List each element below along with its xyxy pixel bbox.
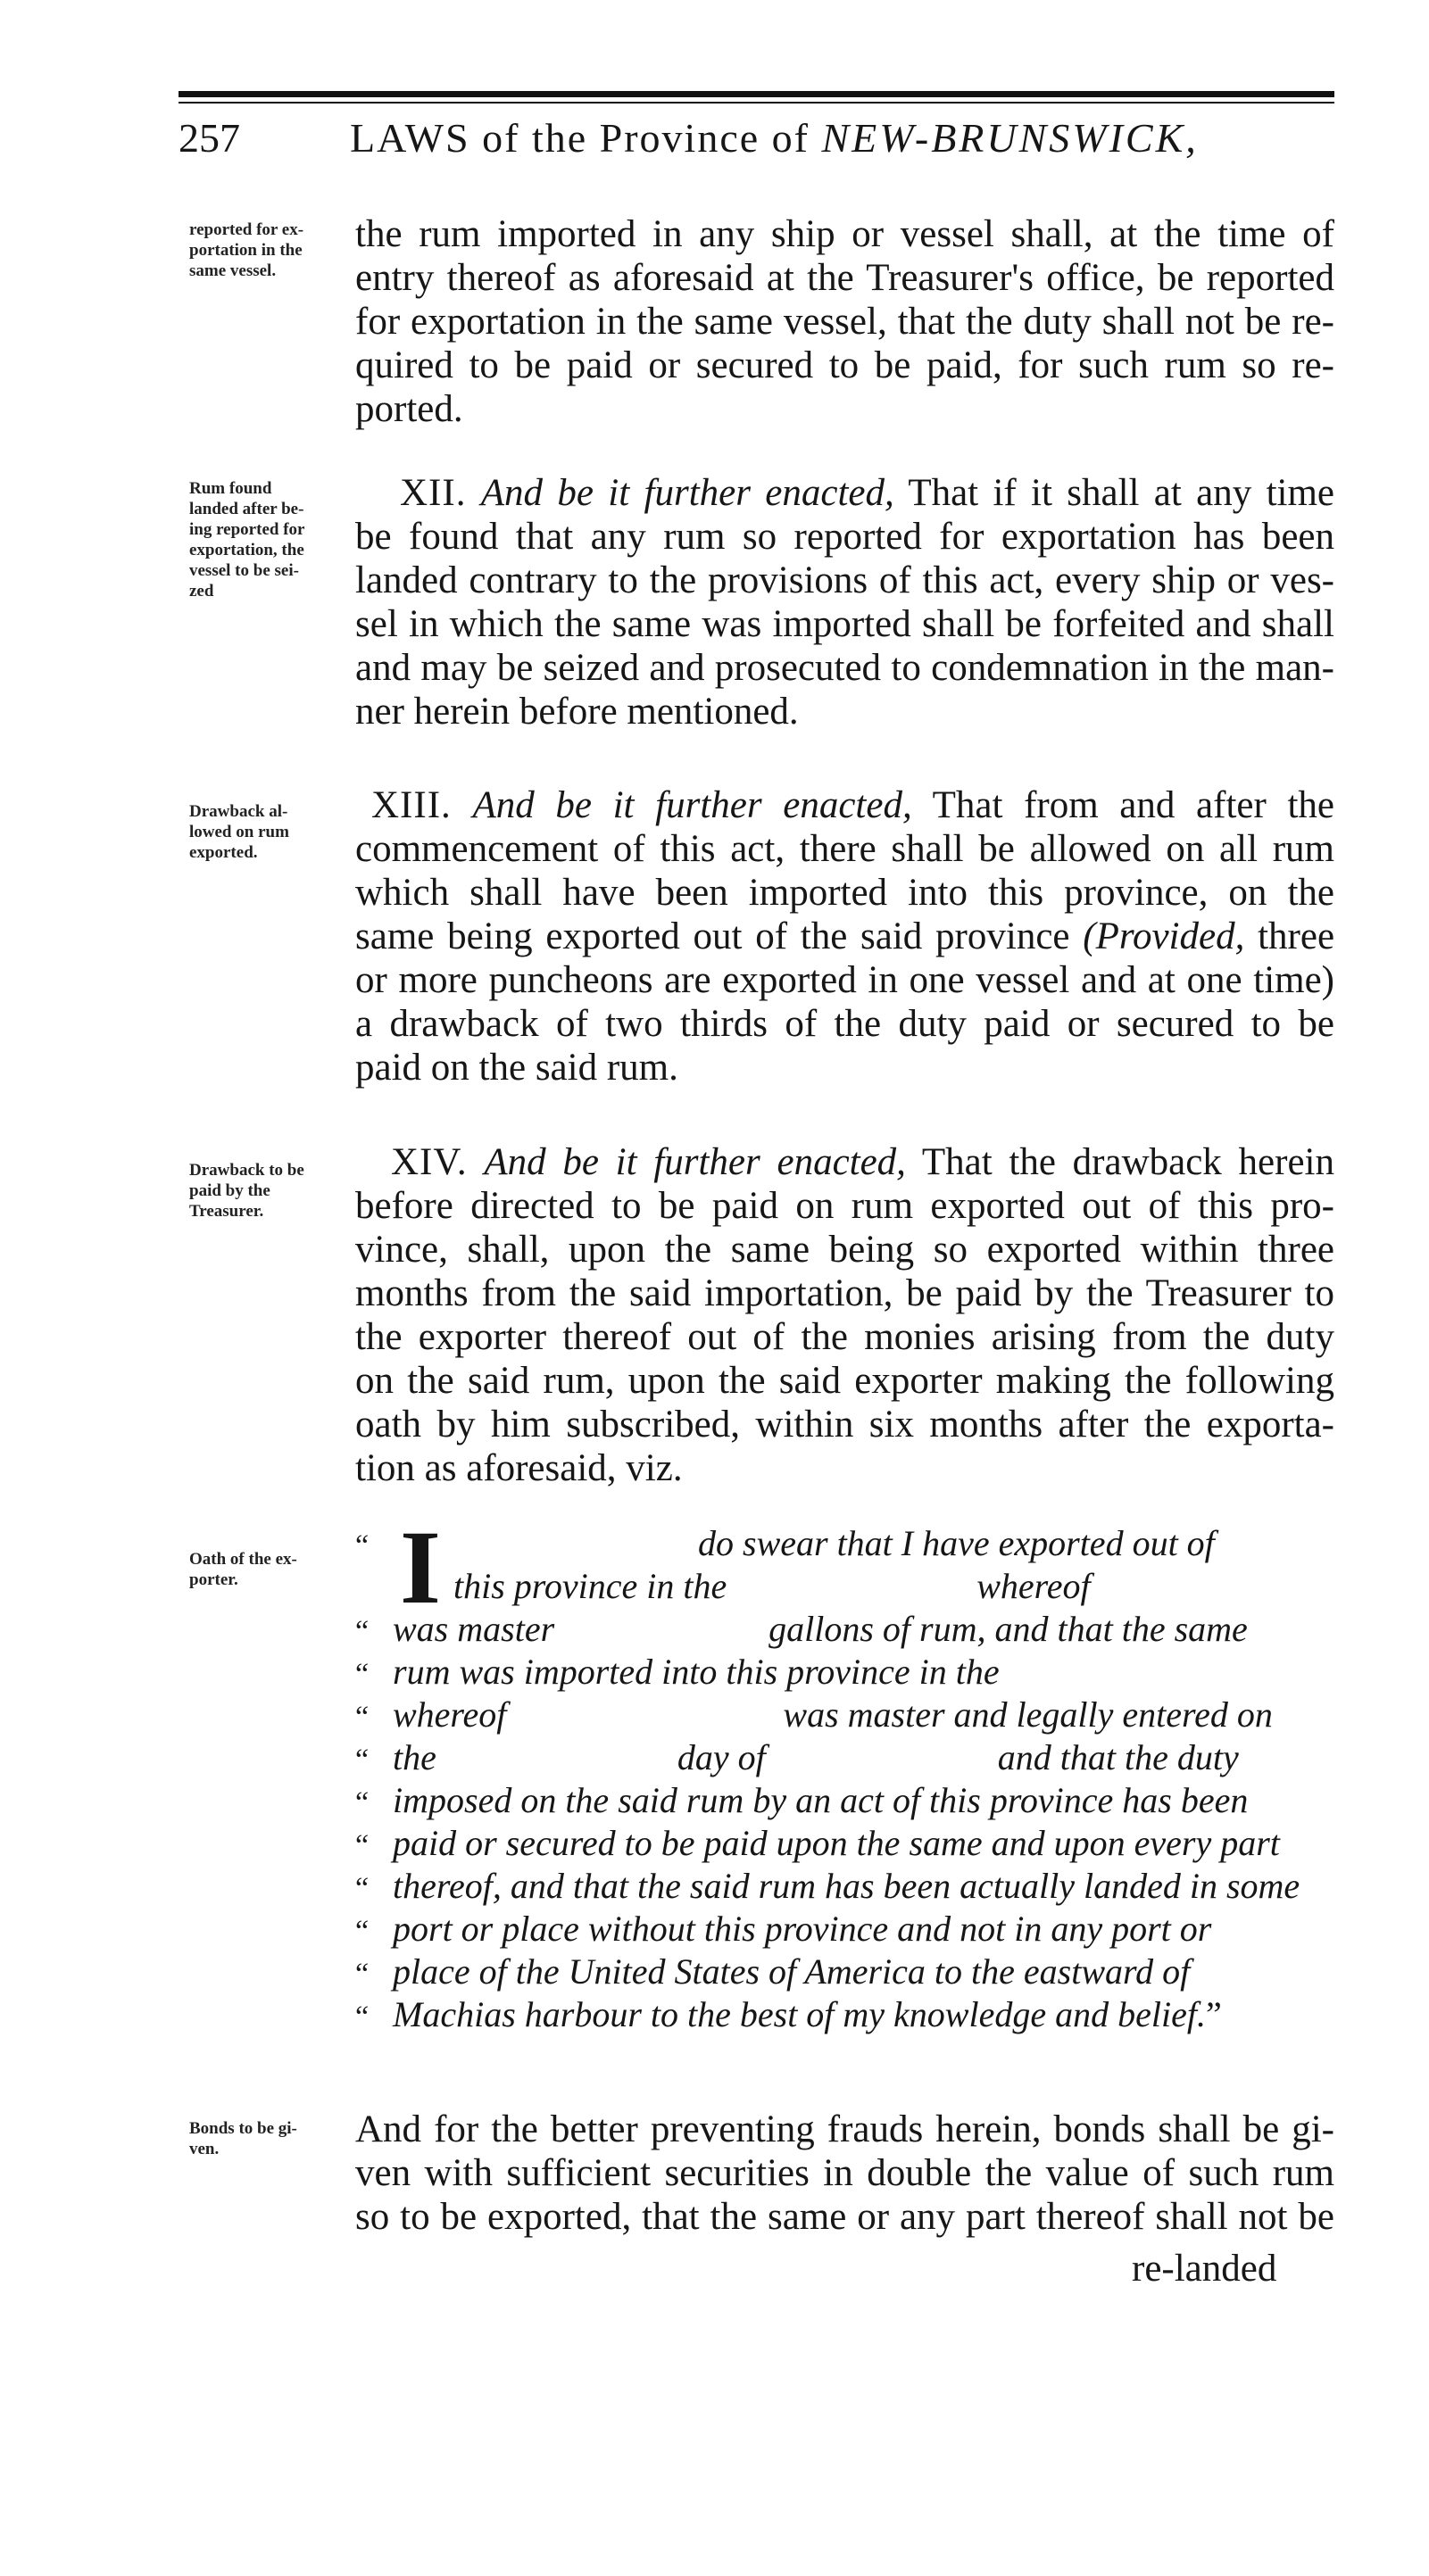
enacting-clause: And be it further enacted, [480, 472, 894, 514]
header-rule-thin [179, 102, 1334, 104]
oath-line-1: “ do swear that I have exported out of [355, 1523, 1215, 1563]
oath-line-11: “ place of the United States of America to the eastward of [355, 1951, 1191, 1992]
section-xii-first-line: XII. And be it further enacted, That if it shall at any time [400, 472, 1334, 514]
oath-line-2: this province in the whereof [453, 1566, 1091, 1606]
paragraph-continuation: the rum imported in any ship or vessel shall, at the time of entry thereof as aforesaid at the Treasurer's office, be reported for exportation in the same vessel, that the duty shall not be re- quired to be paid or secured to be paid, for such rum so re- ported. [355, 213, 1334, 430]
enacting-clause: And be it further enacted, [472, 784, 912, 826]
oath-line-9: “ thereof, and that the said rum has been actually landed in some [355, 1866, 1300, 1906]
margin-note-oath: Oath of the ex- porter. [189, 1550, 297, 1589]
enacting-clause: And be it further enacted, [484, 1141, 906, 1183]
running-title-prefix: LAWS of the Province of [350, 115, 810, 161]
margin-note-rum-found: Rum found landed after be- ing reported for exportation, the vessel to be sei- zed [189, 479, 305, 601]
provided-clause: (Provided, [1083, 915, 1245, 957]
section-xiii-provided-line: same being exported out of the said province (Provided, three [355, 915, 1335, 957]
section-number: XIV. [391, 1141, 468, 1183]
running-title [350, 114, 1199, 162]
margin-note-reported: reported for ex- portation in the same vessel. [189, 220, 304, 280]
page-header [179, 114, 1339, 168]
oath-line-7: “ imposed on the said rum by an act of this province has been [355, 1780, 1249, 1820]
oath-line-3: “ was master gallons of rum, and that the same [355, 1609, 1248, 1649]
paragraph-bonds: And for the better preventing frauds herein, bonds shall be gi- ven with sufficient securities in double the value of such rum so to be exported, that the same or any part thereof shall not be [355, 2108, 1334, 2238]
margin-note-drawback-paid: Drawback to be paid by the Treasurer. [189, 1161, 304, 1221]
oath-line-6: “ the day of and that the duty [355, 1737, 1239, 1777]
margin-note-bonds: Bonds to be gi- ven. [189, 2119, 297, 2158]
section-number: XII. [400, 472, 467, 514]
page-number: 257 [179, 115, 240, 161]
running-title-province: NEW-BRUNSWICK, [821, 115, 1199, 161]
oath-line-8: “ paid or secured to be paid upon the same and upon every part [355, 1823, 1280, 1863]
oath-line-5: “ whereof was master and legally entered on [355, 1694, 1273, 1735]
header-rule-thick [179, 91, 1334, 97]
section-xii: XII. And be it further enacted, That if it shall at any time be found that any rum so reported for exportation has been landed contrary to the provisions of this act, every ship or ves- sel in which the same was imported shall be forfeited and shall and may be seized and prosecuted to condemnation in the man- ner herein before mentioned. [355, 472, 1334, 733]
oath-drop-cap: I [400, 1509, 441, 1626]
margin-note-drawback-allowed: Drawback al- lowed on rum exported. [189, 802, 289, 862]
section-xiv-first-line: XIV. And be it further enacted, That the drawback herein [391, 1141, 1334, 1183]
oath-text [355, 1509, 1334, 2036]
section-xiii: XIII. And be it further enacted, That from and after the commencement of this act, there shall be allowed on all rum which shall have been imported into this province, on the same being exported out of the said province (Provided, three or more puncheons are exported in one vessel and at one time) a drawback of two thirds of the duty paid or secured to be paid on the said rum. [355, 784, 1335, 1089]
section-number: XIII. [371, 784, 452, 826]
catchword: re-landed [1132, 2248, 1277, 2290]
oath-line-12: “ Machias harbour to the best of my knowledge and belief.” [355, 1994, 1222, 2034]
oath-line-10: “ port or place without this province and not in any port or [355, 1909, 1212, 1949]
oath-line-4: “ rum was imported into this province in the [355, 1652, 1000, 1692]
section-xiv: XIV. And be it further enacted, That the drawback herein before directed to be paid on rum exported out of this pro- vince, shall, upon the same being so exported within three months from the said importation, be paid by the Treasurer to the exporter thereof out of the monies arising from the duty on the said rum, upon the said exporter making the following oath by him subscribed, within six months after the exporta- tion as aforesaid, viz. [355, 1141, 1334, 1489]
section-xiii-first-line: XIII. And be it further enacted, That from and after the [371, 784, 1334, 826]
